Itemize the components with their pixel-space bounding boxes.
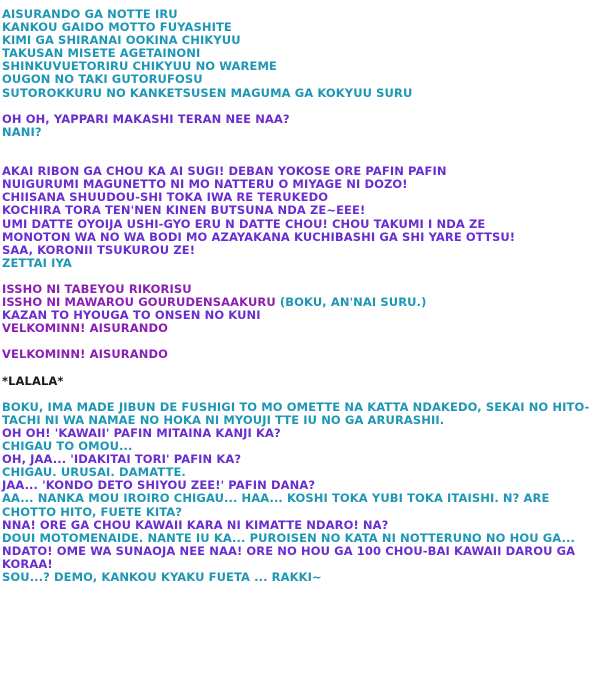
lyric-line: DOUI MOTOMENAIDE. NANTE IU KA... PUROISEN NO KATA NI NOTTERUNO NO HOU GA... [2,530,575,545]
lyric-line: NNA! ORE GA CHOU KAWAII KARA NI KIMATTE NDARO! NA? [2,517,389,532]
lyric-line: AISURANDO GA NOTTE IRU [2,7,178,21]
lyric-line: NANI? [2,124,42,139]
lyric-line: CHIGAU TO OMOU... [2,439,133,454]
lyric-line: NDATO! OME WA SUNAOJA NEE NAA! ORE NO HOU GA 100 CHOU-BAI KAWAII DAROU GA KORAA! [2,543,576,571]
lyric-line: KIMI GA SHIRANAI OOKINA CHIKYUU [2,33,241,48]
lyric-line: VELKOMINN! AISURANDO [2,347,168,362]
lyric-line: SUTOROKKURU NO KANKETSUSEN MAGUMA GA KOKYUU SURU [2,85,413,100]
lyric-line: CHIGAU. URUSAI. DAMATTE. [2,465,186,480]
lyric-aside: (BOKU, AN'NAI SURU.) [279,295,427,310]
lyric-line: OH, JAA... 'IDAKITAI TORI' PAFIN KA? [2,452,242,467]
lyric-line: NUIGURUMI MAGUNETTO NI MO NATTERU O MIYAGE NI DOZO! [2,177,408,192]
lyric-line: OH OH, YAPPARI MAKASHI TERAN NEE NAA? [2,111,290,126]
lyric-line: AA... NANKA MOU IROIRO CHIGAU... HAA... KOSHI TOKA YUBI TOKA ITAISHI. N? ARE CHOTTO HITO, FUETE KITA? [2,491,550,519]
lyric-line: CHIISANA SHUUDOU-SHI TOKA IWA RE TERUKEDO [2,190,329,205]
lyric-line: JAA... 'KONDO DETO SHIYOU ZEE!' PAFIN DANA? [2,478,316,493]
lyric-line: SAA, KORONII TSUKUROU ZE! [2,242,196,257]
lyric-line: VELKOMINN! AISURANDO [2,321,168,336]
lyric-line: KAZAN TO HYOUGA TO ONSEN NO KUNI [2,308,261,323]
lyric-line: *LALALA* [2,373,64,388]
spacer [2,270,596,283]
spacer [2,100,596,113]
lyric-line: OUGON NO TAKI GUTORUFOSU [2,72,203,87]
spacer [2,139,596,152]
lyric-line: KOCHIRA TORA TEN'NEN KINEN BUTSUNA NDA ZE~EEE! [2,203,366,218]
lyric-line: SHINKUVUETORIRU CHIKYUU NO WAREME [2,59,277,74]
lyric-line: AKAI RIBON GA CHOU KA AI SUGI! DEBAN YOKOSE ORE PAFIN PAFIN [2,164,447,179]
spacer [2,388,596,401]
lyric-line: KANKOU GAIDO MOTTO FUYASHITE [2,20,232,35]
spacer [2,362,596,375]
lyric-main: ISSHO NI MAWAROU GOURUDENSAAKURU [2,295,280,310]
lyric-line: MONOTON WA NO WA BODI MO AZAYAKANA KUCHIBASHI GA SHI YARE OTTSU! [2,229,516,244]
lyric-line: BOKU, IMA MADE JIBUN DE FUSHIGI TO MO OMETTE NA KATTA NDAKEDO, SEKAI NO HITO-TACHI NI WA NAMAE NO HOKA NI MYOUJI TTE IU NO GA ARURASHII. [2,399,590,427]
lyric-line: TAKUSAN MISETE AGETAINONI [2,46,201,61]
lyrics-text [2,8,596,584]
lyric-line: ZETTAI IYA [2,255,72,270]
lyric-line: SOU...? DEMO, KANKOU KYAKU FUETA ... RAKKI~ [2,570,322,585]
lyric-line: ISSHO NI TABEYOU RIKORISU [2,281,192,296]
lyric-line: UMI DATTE OYOIJA USHI-GYO ERU N DATTE CHOU! CHOU TAKUMI I NDA ZE [2,216,486,231]
lyric-line: OH OH! 'KAWAII' PAFIN MITAINA KANJI KA? [2,426,281,440]
